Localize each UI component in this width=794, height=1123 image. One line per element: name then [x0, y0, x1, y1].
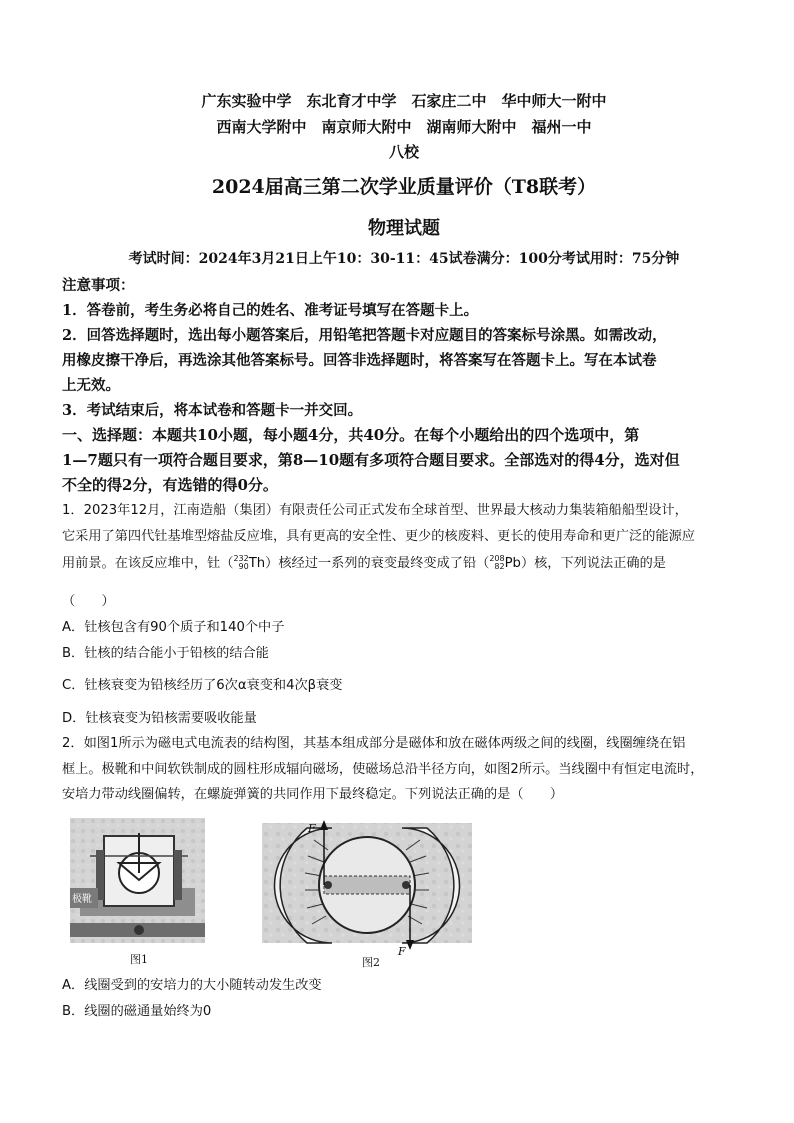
schools-line-3: 八校	[388, 143, 419, 161]
note-2-line-3: 上无效。	[62, 377, 120, 394]
figure-1-drawing	[70, 818, 205, 943]
q1-line-3	[62, 552, 746, 576]
schools-line-2: 西南大学附中 南京师大附中 湖南师大附中 福州一中	[216, 118, 592, 136]
subject-title: 物理试题	[368, 218, 440, 239]
thorium-atomic-number: 90	[238, 562, 249, 571]
notes-heading: 注意事项：	[62, 277, 135, 294]
thorium-mass-number: 232	[233, 554, 249, 563]
figure-2-caption: 图2	[362, 956, 380, 969]
lead-symbol: Pb	[504, 556, 521, 571]
exam-info: 考试时间：2024年3月21日上午10：30-11：45试卷满分：100分考试用时：75分钟	[128, 251, 680, 267]
q2-line-3: 安培力带动线圈偏转，在螺旋弹簧的共同作用下最终稳定。下列说法正确的是（ ）	[62, 787, 564, 802]
q1-answer-blank: （ ）	[62, 594, 115, 609]
fig1-pole-label: 极靴	[72, 894, 92, 905]
lead-atomic-number: 82	[494, 562, 505, 571]
fig2-force-top: F	[308, 822, 316, 835]
q1-line-2: 它采用了第四代钍基堆型熔盐反应堆，具有更高的安全性、更少的核废料、更长的使用寿命和更广泛的能源应	[62, 529, 695, 544]
figure-1-caption: 图1	[130, 953, 148, 966]
q1-option-b: B．钍核的结合能小于铅核的结合能	[62, 646, 269, 661]
q1-line-3-start: 用前景。在该反应堆中，钍（	[62, 556, 234, 571]
lead-mass-number: 208	[489, 554, 505, 563]
q1-line-3-end: ）核，下列说法正确的是	[520, 556, 666, 571]
exam-title: 2024届高三第二次学业质量评价（T8联考）	[211, 176, 597, 198]
q1-line-3-middle: ）核经过一系列的衰变最终变成了铅（	[265, 556, 490, 571]
q2-option-a: A．线圈受到的安培力的大小随转动发生改变	[62, 978, 322, 993]
q1-option-d: D．钍核衰变为铅核需要吸收能量	[62, 711, 257, 726]
fig2-force-bottom: F	[398, 945, 406, 958]
note-1: 1．答卷前，考生务必将自己的姓名、准考证号填写在答题卡上。	[62, 302, 479, 319]
q2-figures	[70, 818, 480, 973]
figure-1-galvanometer	[70, 818, 205, 943]
section-1-line-3: 不全的得2分，有选错的得0分。	[62, 476, 278, 494]
note-2-line-2: 用橡皮擦干净后，再选涂其他答案标号。回答非选择题时，将答案写在答题卡上。写在本试卷	[62, 352, 657, 369]
thorium-symbol: Th	[248, 556, 266, 571]
section-1-line-1: 一、选择题：本题共10小题，每小题4分，共40分。在每个小题给出的四个选项中，第	[62, 426, 640, 444]
note-2-line-1: 2．回答选择题时，选出每小题答案后，用铅笔把答题卡对应题目的答案标号涂黑。如需改动，	[62, 327, 667, 344]
q1-option-a: A．钍核包含有90个质子和140个中子	[62, 620, 285, 635]
q1-line-1: 1．2023年12月，江南造船（集团）有限责任公司正式发布全球首型、世界最大核动力集装箱船船型设计，	[62, 503, 688, 518]
lead-nuclide-numbers	[489, 555, 504, 571]
figure-2-drawing	[262, 818, 472, 958]
schools-line-1: 广东实验中学 东北育才中学 石家庄二中 华中师大一附中	[201, 92, 607, 110]
figure-2-radial-field	[262, 818, 472, 958]
q2-line-2: 框上。极靴和中间软铁制成的圆柱形成辐向磁场，使磁场总沿半径方向，如图2所示。当线圈中有恒定电流时，	[62, 762, 704, 777]
q2-option-b: B．线圈的磁通量始终为0	[62, 1004, 212, 1019]
note-3: 3．考试结束后，将本试卷和答题卡一并交回。	[62, 402, 363, 419]
q1-option-c: C．钍核衰变为铅核经历了6次α衰变和4次β衰变	[62, 678, 343, 693]
thorium-nuclide-numbers	[233, 555, 248, 571]
section-1-line-2: 1—7题只有一项符合题目要求，第8—10题有多项符合题目要求。全部选对的得4分，选对但	[62, 451, 680, 469]
q2-line-1: 2．如图1所示为磁电式电流表的结构图，其基本组成部分是磁体和放在磁体两级之间的线圈，线圈缠绕在铝	[62, 736, 686, 751]
